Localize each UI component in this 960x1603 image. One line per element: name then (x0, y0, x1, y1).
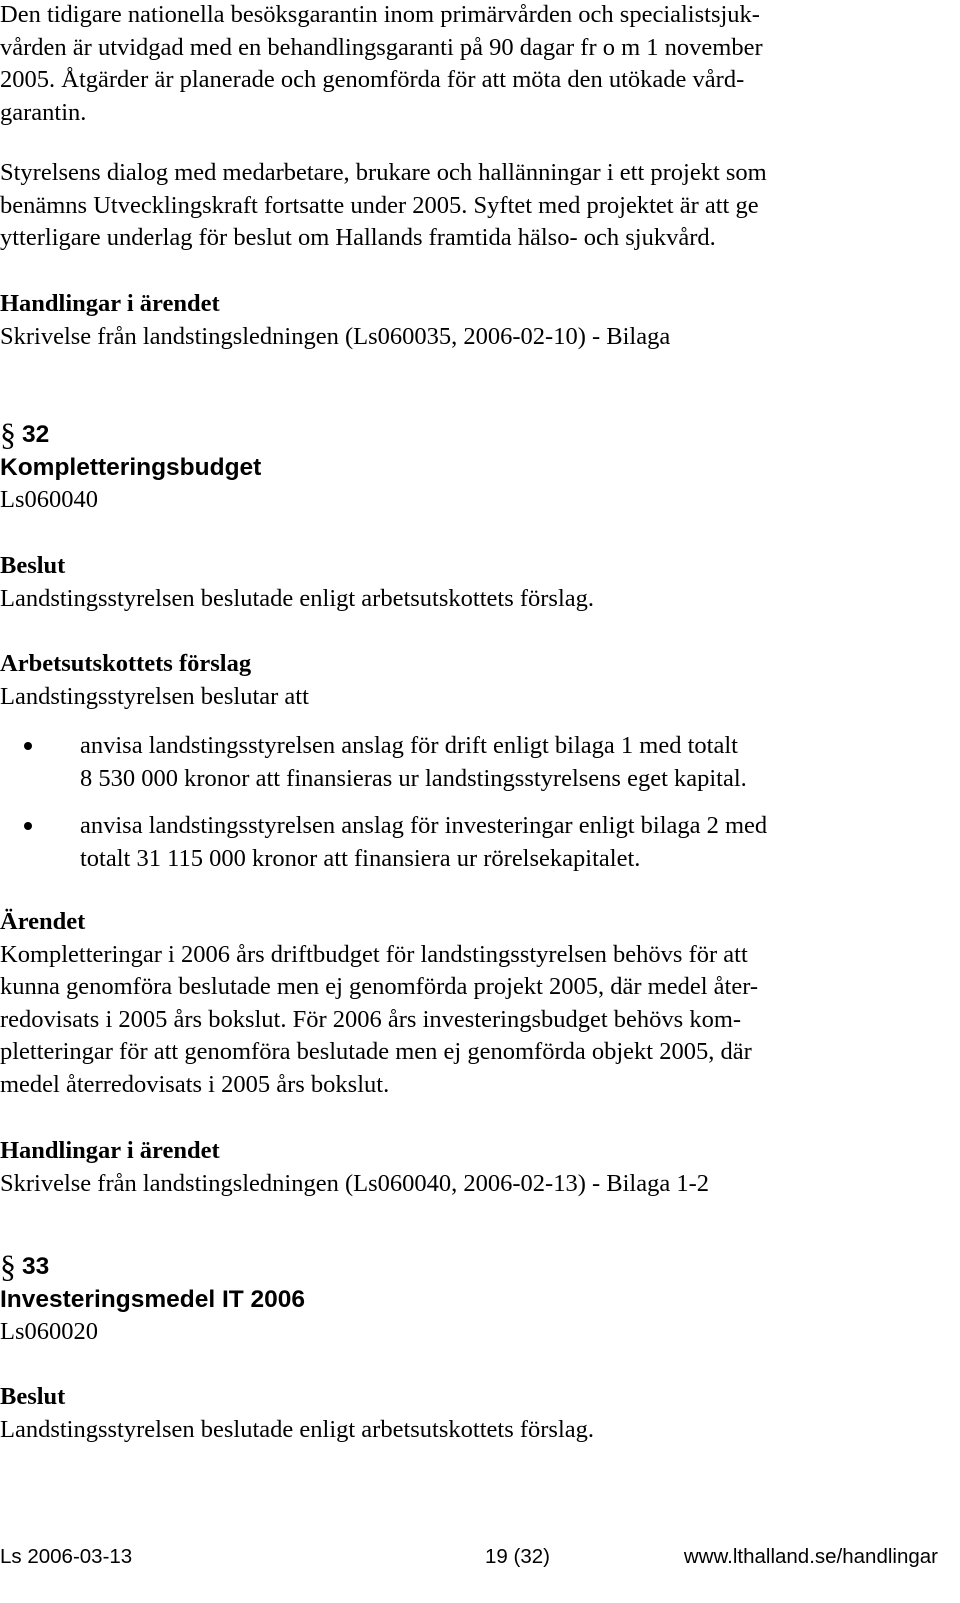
beslut-section (0, 1381, 895, 1446)
text-line: garantin. (0, 98, 87, 126)
proposal-intro: Landstingsstyrelsen beslutar att (0, 682, 309, 710)
case-reference: Ls060020 (0, 1318, 98, 1345)
bullet-icon (24, 742, 32, 750)
paragraph-number (0, 418, 895, 452)
paragraph-33-header (0, 1250, 895, 1349)
text-line: ytterligare underlag för beslut om Hallands framtida hälso- och sjukvård. (0, 224, 716, 251)
page-footer (0, 1542, 940, 1572)
list-item (0, 730, 895, 795)
text-line: totalt 31 115 000 kronor att finansiera ur rörelsekapitalet. (80, 844, 641, 872)
section-heading: Handlingar i ärendet (0, 290, 220, 317)
decision-text: Landstingsstyrelsen beslutade enligt arbetsutskottets förslag. (0, 584, 595, 612)
bullet-icon (24, 822, 32, 830)
document-reference: Skrivelse från landstingsledningen (Ls060035, 2006-02-10) - Bilaga (0, 322, 671, 350)
paragraph-32-header (0, 418, 895, 517)
forslag-section (0, 648, 895, 713)
handlingar-section (0, 1135, 895, 1200)
text-line: Styrelsens dialog med medarbetare, brukare och hallänningar i ett projekt som (0, 159, 767, 186)
paragraph-number (0, 1250, 895, 1284)
beslut-section (0, 550, 895, 615)
decision-text: Landstingsstyrelsen beslutade enligt arbetsutskottets förslag. (0, 1415, 595, 1443)
arendet-section (0, 906, 895, 1101)
section-heading: Arbetsutskottets förslag (0, 650, 252, 677)
paragraph-number-value: 33 (22, 1253, 50, 1280)
case-reference: Ls060040 (0, 486, 98, 513)
paragraph-title: Kompletteringsbudget (0, 453, 262, 481)
text-line: 8 530 000 kronor att finansieras ur landstingsstyrelsens eget kapital. (80, 764, 747, 792)
section-mark-icon: § (0, 1248, 16, 1284)
list-item (0, 810, 895, 875)
text-line: medel återredovisats i 2005 års bokslut. (0, 1070, 390, 1098)
intro-paragraph (0, 0, 895, 129)
text-line: Kompletteringar i 2006 års driftbudget för landstingsstyrelsen behövs för att (0, 940, 748, 968)
text-line: pletteringar för att genomföra beslutade men ej genomförda objekt 2005, där (0, 1038, 752, 1065)
text-line: kunna genomföra beslutade men ej genomförda projekt 2005, där medel åter- (0, 973, 759, 1000)
page-number: 19 (32) (485, 1545, 550, 1568)
paragraph-number-value: 32 (22, 421, 50, 448)
handlingar-section (0, 288, 895, 353)
section-heading: Beslut (0, 552, 66, 579)
section-heading: Handlingar i ärendet (0, 1137, 220, 1164)
footer-date: Ls 2006-03-13 (0, 1545, 133, 1568)
text-line: redovisats i 2005 års bokslut. För 2006 års investeringsbudget behövs kom- (0, 1005, 742, 1033)
footer-url: www.lthalland.se/handlingar (683, 1545, 938, 1568)
text-line: Den tidigare nationella besöksgarantin inom primärvården och specialistsjuk- (0, 1, 760, 28)
text-line: vården är utvidgad med en behandlingsgaranti på 90 dagar fr o m 1 november (0, 33, 763, 61)
document-reference: Skrivelse från landstingsledningen (Ls060040, 2006-02-13) - Bilaga 1-2 (0, 1169, 710, 1197)
text-line: anvisa landstingsstyrelsen anslag för drift enligt bilaga 1 med totalt (80, 732, 738, 759)
section-heading: Ärendet (0, 908, 86, 935)
paragraph-title: Investeringsmedel IT 2006 (0, 1285, 306, 1313)
text-line: anvisa landstingsstyrelsen anslag för investeringar enligt bilaga 2 med (80, 812, 768, 839)
text-line: benämns Utvecklingskraft fortsatte under 2005. Syftet med projektet är att ge (0, 191, 759, 219)
section-heading: Beslut (0, 1383, 66, 1410)
section-mark-icon: § (0, 416, 16, 452)
dialog-paragraph (0, 157, 895, 255)
text-line: 2005. Åtgärder är planerade och genomförda för att möta den utökade vård- (0, 66, 745, 93)
